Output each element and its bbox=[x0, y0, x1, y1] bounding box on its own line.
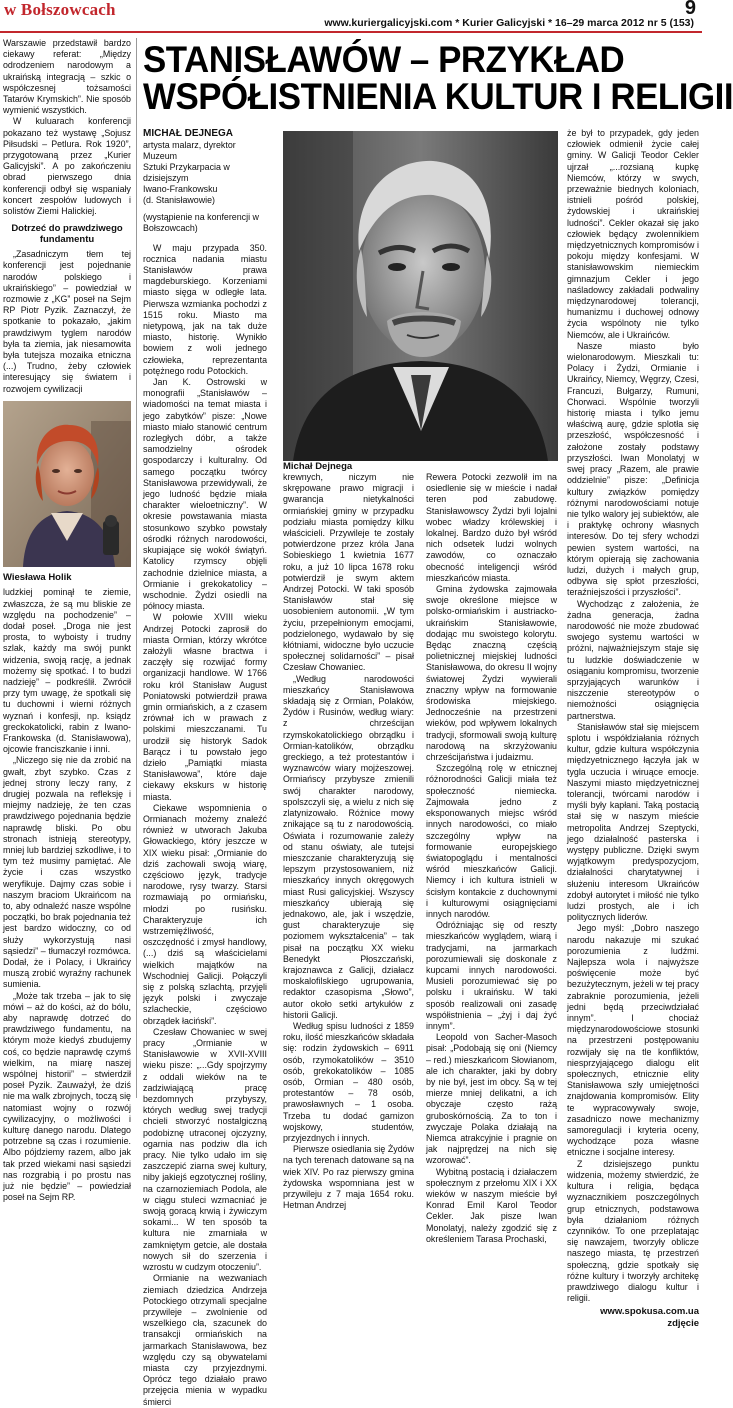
article-paragraph: krewnych, niczym nie skrępowane prawo migracji i gwarancja nietykalności ormiańskiej gminy w przypadku podziału miasta pomiędzy kilku właścicieli. Przywileje te zostały potwierdzone przez króla Jana Sobieskiego 1 kwietnia 1677 roku, a już 10 lipca 1678 roku potwierdził je swym aktem Andrzej Potocki. W taki sposób Stanisławów stał się uosobieniem autonomii. „W tym życiu, przepełnionym emocjami, podzielonego, wydawało by się kłótniami, widoczne było uczucie społecznej solidarności” – pisał Czesław Chowaniec. bbox=[283, 472, 414, 673]
photo-michal-dejnega bbox=[283, 131, 558, 461]
article-paragraph: Według spisu ludności z 1859 roku, ilość mieszkańców składała się: rodzin żydowskich – 6911 osób, rzymokatolików – 3510 osób, grekokatolików – 1085 osób, Ormian – 480 osób, protestantów – 78 osób, prawosławnych – 1 osoba. Trzeba tu dodać garnizon wojskowy, studentów, przyjezdnych i innych. bbox=[283, 1020, 414, 1143]
article-paragraph: Czesław Chowaniec w swej pracy „Ormianie w Stanisławowie w XVII-XVIII wieku pisze: „...Gdy spojrzymy z oddali wieków na te zadziwiającą pracę bezdomnych przybyszy, których według swej tradycji chcieli stworzyć nostalgiczną podobiznę utraconej ojczyzny, ogarnia nas podziw dla ich pracy. Nie tylko udało im się zaszczepić ziarna swej kultury, niby jakiejś egzotycznej rośliny, na czarnoziemiach Podola, ale w ciągu stuleci wzmacniać je swoją goracą krwią i żywiczym sokami... W ten sposób ta kultura nie zmarniała w zamkniętym getcie, ale dostała nowych sił do szerzenia i wzrostu w cudzym otoczeniu”. bbox=[143, 1026, 267, 1273]
publication-line: www.kuriergalicyjski.com * Kurier Galicyjski * 16–29 marca 2012 nr 5 (153) bbox=[324, 17, 694, 29]
article-subhead: Dotrzeć do prawdziwego fundamentu bbox=[11, 223, 123, 246]
article-paragraph: Warszawie przedstawił bardzo ciekawy referat: „Między odrodzeniem narodowym a ukraińską integracją – szkic o współczesnej tożsamości Tatarów Krymskich”. Nie sposób wymienić wszystkich. bbox=[3, 38, 131, 116]
article-column-4 bbox=[567, 128, 699, 1329]
article-paragraph: Ciekawe wspomnienia o Ormianach możemy znaleźć również w utworach Jakuba Głowackiego, który jeszcze w XIX wieku pisał: „Ormianie do dziś zachowali swoją wiarę, częściowo język, tradycje narodowe, rysy twarzy. Starsi rozmawiają po ormiańsku, młodzi po rusińsku. Charakteryzuje ich wstrzemięźliwość, oszczędność i zmysł handlowy, (...) dziś są właścicielami wielkich majątków na Wschodniej Galicji. Połączyli się z polską szlachtą, przyjęli język polski i zwyczaje szlacheckie, częściowo obrządek łaciński”. bbox=[143, 802, 267, 1026]
section-title: w Bołszowcach bbox=[4, 0, 116, 19]
headline-line-2: WSPÓŁISTNIENIA KULTUR I RELIGII bbox=[143, 75, 733, 117]
footer-website-link[interactable]: www.spokusa.com.ua bbox=[600, 1306, 699, 1318]
photo-caption: Michał Dejnega bbox=[283, 461, 353, 472]
article-paragraph: Wychodząc z założenia, że żadna generacja, żadna narodowość nie może zbudować swojego systemu wartości w próżni, najważniejszym staje się tu ludzkie doświadczenie w osiąganiu kompromisu, tworzenie sprzyjających warunków i niszczenie stereotypów o niemożności osiągnięcia partnerstwa. bbox=[567, 598, 699, 721]
article-paragraph: „Może tak trzeba – jak to się mówi – aż do kości, aż do bólu, aby naprawdę dotrzeć do prawdziwego fundamentu, na którym może kiedyś zbudujemy coś, co będzie naprawdę czymś wielkim, na miarę naszej wspólnej historii” – stwierdził poseł Pyzik. Zauważył, że dziś nie ma walk zbrojnych, toczą się natomiast wojny o rozwój cywilizacyjny, o możliwości i kulturę danego narodu. Dlatego potrzebne są czas i rozumienie. Albo pójdziemy razem, albo jak tak przed wiekami nasi sąsiedzi nas rozgrabią i po prostu nas już nie będzie” – powiedział poseł na Sejm RP. bbox=[3, 990, 131, 1203]
article-paragraph: „Zasadniczym tłem tej konferencji jest pojednanie narodów polskiego i ukraińskiego” – powiedział w rozmowie z „KG” poseł na Sejm RP Piotr Pyzik. Zaznaczył, że spotkanie to pokazało, „jakim prawdziwym tyglem narodów była ta ziemia, jak niesamowita była tutejsza mozaika etniczna (...) Trudno, żeby człowiek interesujący się światem i rozwojem cywilizacji bbox=[3, 249, 131, 394]
footer-photo-credit: zdjęcie bbox=[667, 1317, 699, 1329]
article-paragraph: Gmina żydowska zajmowała swoje określone miejsce w polsko-ormiańskim i austriacko-ukraińskim Stanisławowie, dodając mu swoistego kolorytu. Będąc znaczną częścią polietnicznej miejskiej ludności Stanisławowa, do okresu II wojny światowej Żydzi wywierali znaczny wpływ na formowanie środowiska miejskiego. Jednocześnie na przestrzeni wieków, pod wpływem lokalnych tradycji, sformowali swoją kulturę narodową na skrzyżowaniu chrześcijaństwa i judaizmu. bbox=[426, 584, 557, 763]
article-column-1 bbox=[143, 128, 267, 1407]
author-line: Sztuki Przykarpacia w dzisiejszym bbox=[143, 162, 230, 184]
article-paragraph: „Niczego się nie da zrobić na gwałt, zbyt szybko. Czas z jednej strony leczy rany, z drugiej pozwala na refleksję i miejmy nadzieję, że ten czas prawdziwego pojednania będzie naprawdę bliski. Po obu stronach istnieją stereotypy, mniej lub bardziej szkodliwe, i to tym też musimy pamiętać. Ale życie i czas wszystko weryfikuje. Dajmy czas sobie i naszym braciom Ukraińcom na to, aby odnaleźć nasze wspólne początki, bo brak pojednania też jest bardzo widoczny, co od służy wykorzystują nasi sąsiedzi” – tłumaczył rozmówca. Dodał, że i Polacy, i Ukraińcy muszą zrobić wyraźny rachunek sumienia. bbox=[3, 755, 131, 990]
article-paragraph: Wybitną postacią i działaczem społecznym z przełomu XIX i XX wieków w naszym mieście był Konrad Emil Karol Teodor Cekler. Jak pisze Iwan Monolatyj, należy zgodzić się z określeniem Tarasa Prochaski, bbox=[426, 1166, 557, 1244]
portrait-photo bbox=[283, 131, 558, 461]
article-paragraph: „Według narodowości mieszkańcy Stanisławowa składają się z Ormian, Polaków, Żydów i Rusinów, według wiary: z chrześcijan rzymskokatolickiego obrządku i Ormian-katolików, obrządku greckiego, a też protestantów i wyznawców wiary mojżeszowej. Ormiańscy przybysze zmienili swój charakter narodowy, spolszczyli się, a wielu z nich się zlatynizowało. Różnice mowy znikające są tu z narodowością. Oświata i rozumowanie zależy od stanu oświaty, ale tutejsi mieszczanie charakteryzują się lepszym przystosowaniem, niż mieszkańcy innych okręgowych miast Rusi galicyjskiej. Wszyscy mieszkańcy ubierają się jednakowo, ale, jak i wszędzie, gust charakteryzuje się poziomem wykształcenia” – tak pisał na początku XX wieku Benedykt Płoszczański, krajoznawca z Galicji, działacz moskalofilskiego ugrupowania, redaktor czasopisma „Słowo”, autor około setki artykułów z historii Galicji. bbox=[283, 673, 414, 1020]
author-info bbox=[143, 140, 267, 206]
header-rule bbox=[0, 31, 702, 33]
article-paragraph: W maju przypada 350. rocznica nadania miastu Stanisławów prawa magdeburskiego. Korzeniami miasto sięga w odległe lata. Pierwsza wzmianka pochodzi z 1515 roku. Miasto ma nietypową, jak na tak duże miasto, historię. Wynikło bowiem z woli jednego człowieka, reprezentanta potężnego rodu Potockich. bbox=[143, 242, 267, 376]
article-paragraph: Jan K. Ostrowski w monografii „Stanisławów – wiadomości na temat miasta i jego zabytków” pisze: „Nowe miasto miało stanowić centrum rozległych dóbr, a także samodzielny ośrodek gospodarczy i kulturalny. Od samego początku twórcy Stanisławowa przewidywali, że jego ludność będzie miała charakter wieloetniczny”. W okresie powstawania miasta stosunkowo szybko powstały ośrodki różnych narodowości, skupiające się wokół świątyń. Katolicy rzymscy objęli zachodnie dzielnice miasta, a Ormianie i grekokatolicy – wschodnie. Żydzi osiedli na północy miasta. bbox=[143, 377, 267, 612]
masthead bbox=[0, 0, 702, 33]
article-paragraph: ludzkiej pominął te ziemie, zwłaszcza, że są mu bliskie ze względu na pochodzenie” – dodał poseł. „Droga nie jest prosta, to wyboisty i trudny szlak, każdy ma swój punkt widzenia, swoją rację, a jednak możemy się spotkać. I to budzi nadzieję” – podkreślił. Zwrócił przy tym uwagę, że spotkali się tu duchowni i wierni różnych wyznań i konfesji, np. ksiądz greckokatolicki, rabin z Iwano-Frankowska (d. Stanisławowa), ojcowie franciszkanie i inni. bbox=[3, 587, 131, 755]
article-paragraph: Nasze miasto było wielonarodowym. Mieszkali tu: Polacy i Żydzi, Ormianie i Ukraińcy, Niemcy, Węgrzy, Czesi, Francuzi, Bułgarzy, Rumuni, Chorwaci. Wspólnie tworzyli historię miasta i tylko jemu właściwą aurę, gdzie splotła się przeszłość, współczesność i założone zostały podstawy przyszłości. Iwan Monolatyj w swej pracy „Razem, ale prawie oddzielnie” pisze: „Definicja kultury związków pomiędzy różnymi narodowościami notuje nie tylko walory jej subiektów, ale i praktykę ochrony własnych interesów. Do tej sfery wchodzi pewien system wartości, na którym opierają się zachowania ludzi, dużych i małych grup, odbywa się spłot przeszłości, teraźniejszości i przyszłości”. bbox=[567, 340, 699, 598]
article-paragraph: Jego myśl: „Dobro naszego narodu nakazuje mi szukać porozumienia z ludźmi. Najlepsza wola i najwyższe poświęcenie może być bezużytecznym, jeżeli w tej pracy zabraknie porozumienia, jeżeli jedni będą przeciwdziałać innym”. I chociaż międzynarodowościowe stosunki na przestrzeni postępowaniu rozwijały się na tle konfliktów, niesprzyjającego dialogu elit społecznych, etnicznie elity Stanisławowa szły umiejętności znajdowania kompromisów. Elity te wypracowywały swoje, zasadniczo nowe mechanizmy samoregulacji i kryteria oceny, wychodzące poza własne etniczne i socjalne interesy. bbox=[567, 923, 699, 1158]
article-paragraph: Szczególną rolę w etnicznej różnorodności Galicji miała też społeczność niemiecka. Zajmowała jedno z eksponowanych miejsc wśród innych narodowości, co miało szczególny wpływ na formowanie europejskiego światopoglądu i mentalności wśród mieszkańców Galicji. Niemcy i ich kultura istnieli w ścisłym kontakcie z duchownymi i kulturowymi osiągnięciami innych narodów. bbox=[426, 763, 557, 919]
page-number: 9 bbox=[684, 0, 696, 19]
headline-line-1: STANISŁAWÓW – PRZYKŁAD bbox=[143, 38, 625, 80]
article-paragraph: Rewera Potocki zezwolił im na osiedlenie się w mieście i nadał teren pod zabudowę. Stanisławowscy Żydzi byli lojalni wobec władzy królewskiej i lokalnej. Bardzo dużo był wśród nich odsetek ludzi wolnych zawodów, co oznaczało obecność inteligencji wśród mieszkańców miasta. bbox=[426, 472, 557, 583]
article-paragraph: Leopold von Sacher-Masoch pisał: „Podobają się oni (Niemcy – red.) mieszkańcom Słowianom, ale ich charakter, jaki by dobry by nie był, jest im obcy. Są w tej mierze mniej delikatni, a ich obyczaje często rażą gruboskórnością. Za to ton i zwyczaje Polaka działają na Niemca atrakcyjnie i pragnie on jak najprędzej na nich się wzorować”. bbox=[426, 1032, 557, 1166]
speech-note: (wystąpienie na konferencji w Bołszowcach) bbox=[143, 212, 259, 234]
previous-article-column bbox=[3, 38, 131, 1203]
photo-wieslawa-holik bbox=[3, 401, 131, 570]
article-paragraph: W połowie XVIII wieku Andrzej Potocki zaprosił do miasta Ormian, którzy wkrótce założyli własne bractwa i zaczęły się rozwijać formy organizacji handlowe. W 1766 roku król Stanisław August Poniatowski potwierdził prawa gmin ormiańskich, a z czasem zrównał ich w prawach z polskimi mieszczanami. Tu urodził się historyk Sadok Barącz i tu powstało jego dzieło „Pamiątki miasta Stanisławowa”, które daje ciekawy ekskurs w historię miasta. bbox=[143, 612, 267, 802]
article-paragraph: Pierwsze osiedlania się Żydów na tych terenach datowane są na wiek XIV. Po raz pierwszy gmina żydowska wspomniana jest w przywileju z 7 maja 1654 roku. Hetman Andrzej bbox=[283, 1144, 414, 1211]
article-paragraph: Ormianie na wezwaniach ziemiach dziedzica Andrzeja Potockiego otrzymali specjalne przywileje – zwolnienie od wszelkiego cła, szacunek do transakcji ormiańskich na jarmarkach Stanisławowa, bez względu czy są obywatelami miasta czy przyjezdnymi. Oprócz tego działało prawo przejęcia mienia w wypadku śmierci bbox=[143, 1273, 267, 1407]
article-paragraph: że był to przypadek, gdy jeden człowiek odmienił życie całej gminy. W Galicji Teodor Cekler ujrzał „...rozsianą kupkę Niemców, którzy w swych, przeważnie biednych koloniach, istnieli pośród polskiej, żydowskiej i ukraińskiej ludności”. Cekler okazał się jako człowiek będący zwolennikiem międzyetnicznych kompromisów i pokoju między konfesjami. W stanisławowskim niemieckim gimnazjum Cekler i jego naśladowcy zakładali podwaliny międzynarodowej tolerancji, humanizmu i duchowej odnowy życia wspólnoty nie tylko Niemców, ale i Ukraińców. bbox=[567, 128, 699, 340]
author-line: Iwano-Frankowsku bbox=[143, 184, 218, 195]
article-headline bbox=[143, 38, 733, 117]
author-line: artysta malarz, dyrektor Muzeum bbox=[143, 140, 236, 162]
article-paragraph: Z dzisiejszego punktu widzenia, możemy stwierdzić, że kultura i religia, będąca wyznacznikiem poszczególnych grup etnicznych, podstawowa była działaniom różnych czynników. To one przeplatając się nawzajem, tworzyły oblicze naszego miasta, tę przestrzeń społeczną, gdzie spotkały się różne kultury i tworzyły architekę prawdziwego dialogu kultur i religii. bbox=[567, 1158, 699, 1304]
article-paragraph: Odróżniając się od reszty mieszkańców wyglądem, wiarą i tradycjami, na jarmarkach porozumiewali się doskonale z kupcami innych narodowości. Musieli porozumiewać się po polsku i ukraińsku. W taki sposób realizowali oni zasadę współistnienia – „żyj i daj żyć innym”. bbox=[426, 920, 557, 1031]
article-paragraph: Stanisławów stał się miejscem splotu i współdziałania różnych kultur, gdzie kultura współczynia międzyetnicznego łączyła jak w tygla uczucia i wiruące emocje. Naszymi miasto międzyetnicznej tolerancji, twórcami narodów i myśli były kapłani. Taką postacią stał się w naszym mieście metropolita Andrzej Szeptycki, jego działalność pasterska i występy publiczne. Dzięki swym wyjątkowym predyspozycjom, działalności charytatywnej i służeniu interesom Ukraińców zdobył autorytet i miłość nie tylko ludzi prostych, ale i ich politycznych liderów. bbox=[567, 721, 699, 923]
article-paragraph: W kuluarach konferencji pokazano też wystawę „Sojusz Piłsudski – Petlura. Rok 1920”, przygotowaną przez „Kurier Galicyjski”. A po zakończeniu obrad pierwszego dnia konferencji odbył się wspaniały koncert zespołów ludowych i solistów Ziemi Halickiej. bbox=[3, 116, 131, 217]
article-column-3 bbox=[426, 472, 557, 1244]
article-column-2 bbox=[283, 472, 414, 1211]
author-name: MICHAŁ DEJNEGA bbox=[143, 128, 234, 139]
portrait-photo bbox=[3, 401, 131, 567]
author-line: (d. Stanisławowie) bbox=[143, 195, 216, 206]
column-divider bbox=[136, 38, 137, 1098]
photo-caption: Wiesława Holik bbox=[3, 572, 72, 584]
